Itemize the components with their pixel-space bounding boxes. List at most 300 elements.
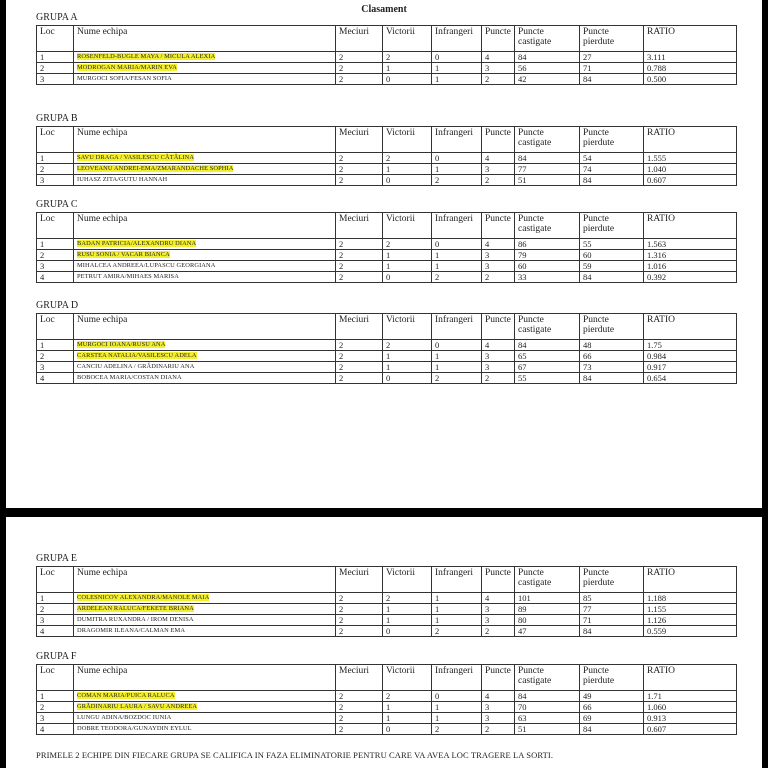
table-row bbox=[37, 272, 737, 283]
column-header-team: Nume echipa bbox=[74, 26, 336, 52]
column-header-victorii: Victorii bbox=[383, 567, 432, 593]
cell-ratio: 0.917 bbox=[644, 362, 737, 373]
cell-puncte: 3 bbox=[482, 164, 515, 175]
cell-loc: 1 bbox=[37, 340, 74, 351]
cell-victorii: 1 bbox=[383, 702, 432, 713]
cell-team bbox=[74, 250, 336, 261]
cell-ratio: 1.188 bbox=[644, 593, 737, 604]
cell-ratio: 1.563 bbox=[644, 239, 737, 250]
team-name: RUSU SONIA / VACAR BIANCA bbox=[77, 251, 170, 258]
column-header-pierdute: Puncte pierdute bbox=[580, 26, 644, 52]
column-header-meciuri: Meciuri bbox=[336, 26, 383, 52]
document-title: Clasament bbox=[361, 4, 407, 15]
cell-loc: 3 bbox=[37, 261, 74, 272]
cell-victorii: 1 bbox=[383, 250, 432, 261]
table-row bbox=[37, 373, 737, 384]
group-name: GRUPA D bbox=[36, 300, 79, 311]
cell-castigate: 84 bbox=[515, 52, 580, 63]
cell-loc: 1 bbox=[37, 593, 74, 604]
cell-castigate: 70 bbox=[515, 702, 580, 713]
cell-puncte: 2 bbox=[482, 272, 515, 283]
column-header-loc: Loc bbox=[37, 567, 74, 593]
cell-puncte: 3 bbox=[482, 261, 515, 272]
cell-meciuri: 2 bbox=[336, 626, 383, 637]
cell-pierdute: 66 bbox=[580, 351, 644, 362]
column-header-puncte: Puncte bbox=[482, 213, 515, 239]
table-row bbox=[37, 63, 737, 74]
cell-victorii: 1 bbox=[383, 615, 432, 626]
cell-ratio: 0.607 bbox=[644, 175, 737, 186]
cell-meciuri: 2 bbox=[336, 340, 383, 351]
cell-meciuri: 2 bbox=[336, 724, 383, 735]
cell-infrangeri: 1 bbox=[432, 261, 482, 272]
table-row bbox=[37, 261, 737, 272]
column-header-meciuri: Meciuri bbox=[336, 567, 383, 593]
column-header-victorii: Victorii bbox=[383, 26, 432, 52]
cell-victorii: 2 bbox=[383, 340, 432, 351]
cell-victorii: 2 bbox=[383, 593, 432, 604]
column-header-pierdute: Puncte pierdute bbox=[580, 314, 644, 340]
group-name: GRUPA C bbox=[36, 199, 78, 210]
cell-loc: 1 bbox=[37, 153, 74, 164]
cell-victorii: 2 bbox=[383, 691, 432, 702]
table-row bbox=[37, 713, 737, 724]
cell-victorii: 1 bbox=[383, 713, 432, 724]
team-name: DUMITRA RUXANDRA / IROM DENISA bbox=[77, 616, 194, 623]
cell-puncte: 4 bbox=[482, 153, 515, 164]
cell-loc: 2 bbox=[37, 164, 74, 175]
cell-infrangeri: 1 bbox=[432, 63, 482, 74]
cell-team bbox=[74, 713, 336, 724]
column-header-team: Nume echipa bbox=[74, 314, 336, 340]
table-row bbox=[37, 52, 737, 63]
column-header-victorii: Victorii bbox=[383, 127, 432, 153]
column-header-infrangeri: Infrangeri bbox=[432, 665, 482, 691]
column-header-puncte: Puncte bbox=[482, 314, 515, 340]
cell-team bbox=[74, 351, 336, 362]
column-header-loc: Loc bbox=[37, 26, 74, 52]
cell-puncte: 3 bbox=[482, 351, 515, 362]
cell-victorii: 2 bbox=[383, 239, 432, 250]
cell-pierdute: 84 bbox=[580, 626, 644, 637]
cell-pierdute: 27 bbox=[580, 52, 644, 63]
cell-puncte: 2 bbox=[482, 626, 515, 637]
cell-infrangeri: 1 bbox=[432, 713, 482, 724]
table-header-row bbox=[37, 213, 737, 239]
cell-meciuri: 2 bbox=[336, 250, 383, 261]
cell-pierdute: 84 bbox=[580, 175, 644, 186]
cell-team bbox=[74, 691, 336, 702]
cell-team bbox=[74, 593, 336, 604]
cell-castigate: 51 bbox=[515, 175, 580, 186]
cell-team bbox=[74, 604, 336, 615]
cell-meciuri: 2 bbox=[336, 362, 383, 373]
cell-team bbox=[74, 239, 336, 250]
cell-pierdute: 73 bbox=[580, 362, 644, 373]
table-header-row bbox=[37, 314, 737, 340]
cell-pierdute: 71 bbox=[580, 615, 644, 626]
team-name: SAVU DRAGA / VASILESCU CĂTĂLINA bbox=[77, 154, 195, 161]
cell-team bbox=[74, 164, 336, 175]
table-row bbox=[37, 593, 737, 604]
cell-ratio: 1.316 bbox=[644, 250, 737, 261]
column-header-loc: Loc bbox=[37, 665, 74, 691]
cell-pierdute: 49 bbox=[580, 691, 644, 702]
cell-meciuri: 2 bbox=[336, 175, 383, 186]
cell-loc: 1 bbox=[37, 691, 74, 702]
cell-loc: 2 bbox=[37, 604, 74, 615]
cell-puncte: 2 bbox=[482, 373, 515, 384]
cell-ratio: 1.71 bbox=[644, 691, 737, 702]
cell-infrangeri: 2 bbox=[432, 724, 482, 735]
column-header-victorii: Victorii bbox=[383, 665, 432, 691]
team-name: IUHASZ ZITA/GUTU HANNAH bbox=[77, 176, 168, 183]
cell-victorii: 1 bbox=[383, 604, 432, 615]
standings-table bbox=[36, 212, 737, 283]
cell-loc: 2 bbox=[37, 250, 74, 261]
column-header-ratio: RATIO bbox=[644, 26, 737, 52]
cell-meciuri: 2 bbox=[336, 239, 383, 250]
cell-ratio: 0.500 bbox=[644, 74, 737, 85]
table-row bbox=[37, 351, 737, 362]
team-name: COMAN MARIA/PUICA RALUCA bbox=[77, 692, 175, 699]
group-name: GRUPA F bbox=[36, 651, 77, 662]
cell-puncte: 2 bbox=[482, 74, 515, 85]
cell-pierdute: 71 bbox=[580, 63, 644, 74]
cell-loc: 1 bbox=[37, 52, 74, 63]
cell-ratio: 1.126 bbox=[644, 615, 737, 626]
cell-castigate: 56 bbox=[515, 63, 580, 74]
cell-pierdute: 84 bbox=[580, 272, 644, 283]
cell-team bbox=[74, 724, 336, 735]
cell-puncte: 3 bbox=[482, 250, 515, 261]
cell-victorii: 1 bbox=[383, 351, 432, 362]
table-row bbox=[37, 626, 737, 637]
table-row bbox=[37, 615, 737, 626]
cell-castigate: 86 bbox=[515, 239, 580, 250]
column-header-ratio: RATIO bbox=[644, 314, 737, 340]
cell-meciuri: 2 bbox=[336, 713, 383, 724]
column-header-puncte: Puncte bbox=[482, 127, 515, 153]
cell-castigate: 67 bbox=[515, 362, 580, 373]
column-header-victorii: Victorii bbox=[383, 314, 432, 340]
cell-team bbox=[74, 272, 336, 283]
table-row bbox=[37, 691, 737, 702]
cell-castigate: 60 bbox=[515, 261, 580, 272]
cell-ratio: 3.111 bbox=[644, 52, 737, 63]
cell-castigate: 33 bbox=[515, 272, 580, 283]
column-header-team: Nume echipa bbox=[74, 567, 336, 593]
column-header-victorii: Victorii bbox=[383, 213, 432, 239]
cell-team bbox=[74, 261, 336, 272]
cell-puncte: 4 bbox=[482, 52, 515, 63]
cell-ratio: 0.913 bbox=[644, 713, 737, 724]
column-header-ratio: RATIO bbox=[644, 567, 737, 593]
column-header-meciuri: Meciuri bbox=[336, 314, 383, 340]
column-header-infrangeri: Infrangeri bbox=[432, 314, 482, 340]
table-row bbox=[37, 702, 737, 713]
cell-loc: 2 bbox=[37, 702, 74, 713]
team-name: CANCIU ADELINA / GRĂDINARIU ANA bbox=[77, 363, 195, 370]
cell-castigate: 89 bbox=[515, 604, 580, 615]
table-row bbox=[37, 604, 737, 615]
team-name: GRĂDINARIU LAURA / SAVU ANDREEA bbox=[77, 703, 198, 710]
group-block bbox=[36, 12, 736, 85]
cell-castigate: 42 bbox=[515, 74, 580, 85]
cell-loc: 1 bbox=[37, 239, 74, 250]
cell-castigate: 77 bbox=[515, 164, 580, 175]
table-header-row bbox=[37, 567, 737, 593]
column-header-meciuri: Meciuri bbox=[336, 127, 383, 153]
column-header-pierdute: Puncte pierdute bbox=[580, 213, 644, 239]
cell-puncte: 3 bbox=[482, 615, 515, 626]
cell-meciuri: 2 bbox=[336, 164, 383, 175]
cell-meciuri: 2 bbox=[336, 153, 383, 164]
cell-ratio: 0.392 bbox=[644, 272, 737, 283]
cell-castigate: 101 bbox=[515, 593, 580, 604]
table-row bbox=[37, 340, 737, 351]
column-header-team: Nume echipa bbox=[74, 127, 336, 153]
cell-pierdute: 77 bbox=[580, 604, 644, 615]
table-header-row bbox=[37, 26, 737, 52]
group-name: GRUPA B bbox=[36, 113, 78, 124]
column-header-castigate: Puncte castigate bbox=[515, 665, 580, 691]
cell-meciuri: 2 bbox=[336, 593, 383, 604]
cell-victorii: 1 bbox=[383, 164, 432, 175]
cell-loc: 3 bbox=[37, 713, 74, 724]
column-header-loc: Loc bbox=[37, 127, 74, 153]
cell-puncte: 3 bbox=[482, 604, 515, 615]
cell-castigate: 65 bbox=[515, 351, 580, 362]
cell-pierdute: 85 bbox=[580, 593, 644, 604]
cell-ratio: 1.555 bbox=[644, 153, 737, 164]
cell-puncte: 4 bbox=[482, 593, 515, 604]
cell-infrangeri: 1 bbox=[432, 250, 482, 261]
cell-pierdute: 60 bbox=[580, 250, 644, 261]
cell-loc: 2 bbox=[37, 63, 74, 74]
cell-castigate: 55 bbox=[515, 373, 580, 384]
cell-victorii: 0 bbox=[383, 175, 432, 186]
cell-loc: 3 bbox=[37, 175, 74, 186]
group-block bbox=[36, 199, 736, 283]
team-name: DRAGOMIR ILEANA/CALMAN EMA bbox=[77, 627, 186, 634]
cell-puncte: 3 bbox=[482, 713, 515, 724]
table-row bbox=[37, 153, 737, 164]
cell-meciuri: 2 bbox=[336, 272, 383, 283]
cell-puncte: 4 bbox=[482, 340, 515, 351]
cell-castigate: 80 bbox=[515, 615, 580, 626]
group-name: GRUPA E bbox=[36, 553, 78, 564]
cell-loc: 3 bbox=[37, 362, 74, 373]
column-header-meciuri: Meciuri bbox=[336, 665, 383, 691]
cell-pierdute: 66 bbox=[580, 702, 644, 713]
cell-pierdute: 69 bbox=[580, 713, 644, 724]
column-header-puncte: Puncte bbox=[482, 567, 515, 593]
column-header-team: Nume echipa bbox=[74, 665, 336, 691]
cell-infrangeri: 0 bbox=[432, 153, 482, 164]
cell-castigate: 63 bbox=[515, 713, 580, 724]
column-header-ratio: RATIO bbox=[644, 127, 737, 153]
column-header-castigate: Puncte castigate bbox=[515, 127, 580, 153]
cell-meciuri: 2 bbox=[336, 615, 383, 626]
team-name: PETRUT AMIRA/MIHAES MARISA bbox=[77, 273, 179, 280]
column-header-pierdute: Puncte pierdute bbox=[580, 567, 644, 593]
cell-infrangeri: 1 bbox=[432, 74, 482, 85]
column-header-meciuri: Meciuri bbox=[336, 213, 383, 239]
cell-castigate: 84 bbox=[515, 340, 580, 351]
standings-table bbox=[36, 664, 737, 735]
cell-pierdute: 59 bbox=[580, 261, 644, 272]
group-block bbox=[36, 553, 736, 637]
cell-infrangeri: 2 bbox=[432, 175, 482, 186]
team-name: BOBOCEA MARIA/COSTAN DIANA bbox=[77, 374, 182, 381]
cell-infrangeri: 1 bbox=[432, 702, 482, 713]
standings-table bbox=[36, 126, 737, 186]
cell-team bbox=[74, 626, 336, 637]
column-header-castigate: Puncte castigate bbox=[515, 26, 580, 52]
cell-meciuri: 2 bbox=[336, 702, 383, 713]
team-name: ROSENFELD-BUGLE MAYA / MICULA ALEXIA bbox=[77, 53, 216, 60]
cell-infrangeri: 0 bbox=[432, 691, 482, 702]
cell-ratio: 0.559 bbox=[644, 626, 737, 637]
cell-team bbox=[74, 340, 336, 351]
cell-ratio: 1.040 bbox=[644, 164, 737, 175]
cell-loc: 4 bbox=[37, 724, 74, 735]
column-header-loc: Loc bbox=[37, 314, 74, 340]
standings-table bbox=[36, 25, 737, 85]
cell-ratio: 1.016 bbox=[644, 261, 737, 272]
cell-meciuri: 2 bbox=[336, 604, 383, 615]
team-name: LEOVEANU ANDREI-EMA/ZMARANDACHE SOPHIA bbox=[77, 165, 234, 172]
cell-meciuri: 2 bbox=[336, 63, 383, 74]
cell-ratio: 1.75 bbox=[644, 340, 737, 351]
cell-team bbox=[74, 153, 336, 164]
qualification-note: PRIMELE 2 ECHIPE DIN FIECARE GRUPA SE CALIFICA IN FAZA ELIMINATORIE PENTRU CARE VA AVEA LOC TRAGERE LA SORTI. bbox=[36, 750, 554, 760]
cell-victorii: 0 bbox=[383, 373, 432, 384]
team-name: LUNGU ADINA/BOZDOC IUNIA bbox=[77, 714, 172, 721]
table-row bbox=[37, 164, 737, 175]
cell-ratio: 0.607 bbox=[644, 724, 737, 735]
column-header-infrangeri: Infrangeri bbox=[432, 26, 482, 52]
cell-castigate: 84 bbox=[515, 153, 580, 164]
cell-victorii: 0 bbox=[383, 724, 432, 735]
table-header-row bbox=[37, 665, 737, 691]
team-name: MIHALCEA ANDREEA/LUPASCU GEORGIANA bbox=[77, 262, 216, 269]
cell-infrangeri: 0 bbox=[432, 239, 482, 250]
group-block bbox=[36, 651, 736, 735]
cell-puncte: 3 bbox=[482, 362, 515, 373]
standings-table bbox=[36, 313, 737, 384]
cell-infrangeri: 1 bbox=[432, 615, 482, 626]
cell-pierdute: 84 bbox=[580, 74, 644, 85]
team-name: BADAN PATRICIA/ALEXANDRU DIANA bbox=[77, 240, 197, 247]
column-header-castigate: Puncte castigate bbox=[515, 567, 580, 593]
group-block bbox=[36, 300, 736, 384]
cell-loc: 4 bbox=[37, 626, 74, 637]
cell-castigate: 79 bbox=[515, 250, 580, 261]
standings-page-2 bbox=[6, 517, 762, 768]
cell-meciuri: 2 bbox=[336, 373, 383, 384]
cell-victorii: 1 bbox=[383, 261, 432, 272]
cell-castigate: 84 bbox=[515, 691, 580, 702]
cell-ratio: 0.984 bbox=[644, 351, 737, 362]
cell-meciuri: 2 bbox=[336, 261, 383, 272]
cell-infrangeri: 0 bbox=[432, 52, 482, 63]
cell-puncte: 3 bbox=[482, 63, 515, 74]
cell-team bbox=[74, 362, 336, 373]
cell-loc: 2 bbox=[37, 351, 74, 362]
column-header-ratio: RATIO bbox=[644, 213, 737, 239]
cell-castigate: 47 bbox=[515, 626, 580, 637]
cell-meciuri: 2 bbox=[336, 351, 383, 362]
group-name: GRUPA A bbox=[36, 12, 78, 23]
column-header-puncte: Puncte bbox=[482, 665, 515, 691]
table-row bbox=[37, 724, 737, 735]
cell-infrangeri: 1 bbox=[432, 604, 482, 615]
group-block bbox=[36, 113, 736, 186]
cell-meciuri: 2 bbox=[336, 52, 383, 63]
cell-meciuri: 2 bbox=[336, 691, 383, 702]
cell-victorii: 0 bbox=[383, 74, 432, 85]
cell-infrangeri: 1 bbox=[432, 164, 482, 175]
cell-puncte: 4 bbox=[482, 691, 515, 702]
column-header-infrangeri: Infrangeri bbox=[432, 127, 482, 153]
cell-victorii: 1 bbox=[383, 362, 432, 373]
cell-pierdute: 48 bbox=[580, 340, 644, 351]
cell-team bbox=[74, 52, 336, 63]
cell-puncte: 4 bbox=[482, 239, 515, 250]
column-header-pierdute: Puncte pierdute bbox=[580, 665, 644, 691]
cell-infrangeri: 0 bbox=[432, 340, 482, 351]
cell-loc: 4 bbox=[37, 373, 74, 384]
column-header-team: Nume echipa bbox=[74, 213, 336, 239]
cell-puncte: 3 bbox=[482, 702, 515, 713]
cell-infrangeri: 1 bbox=[432, 351, 482, 362]
table-row bbox=[37, 74, 737, 85]
cell-ratio: 0.788 bbox=[644, 63, 737, 74]
team-name: CARSTEA NATALIA/VASILESCU ADELA bbox=[77, 352, 197, 359]
column-header-pierdute: Puncte pierdute bbox=[580, 127, 644, 153]
cell-meciuri: 2 bbox=[336, 74, 383, 85]
cell-ratio: 1.060 bbox=[644, 702, 737, 713]
table-row bbox=[37, 250, 737, 261]
cell-victorii: 0 bbox=[383, 626, 432, 637]
column-header-puncte: Puncte bbox=[482, 26, 515, 52]
column-header-castigate: Puncte castigate bbox=[515, 314, 580, 340]
cell-pierdute: 55 bbox=[580, 239, 644, 250]
team-name: MURGOCI IOANA/RUSU ANA bbox=[77, 341, 166, 348]
cell-team bbox=[74, 615, 336, 626]
cell-loc: 4 bbox=[37, 272, 74, 283]
cell-infrangeri: 2 bbox=[432, 373, 482, 384]
team-name: ARDELEAN RALUCA/FEKETE BRIANA bbox=[77, 605, 194, 612]
cell-ratio: 1.155 bbox=[644, 604, 737, 615]
team-name: MURGOCI SOFIA/FESAN SOFIA bbox=[77, 75, 172, 82]
cell-loc: 3 bbox=[37, 615, 74, 626]
table-row bbox=[37, 362, 737, 373]
cell-castigate: 51 bbox=[515, 724, 580, 735]
cell-ratio: 0.654 bbox=[644, 373, 737, 384]
cell-victorii: 0 bbox=[383, 272, 432, 283]
cell-loc: 3 bbox=[37, 74, 74, 85]
cell-team bbox=[74, 63, 336, 74]
standings-table bbox=[36, 566, 737, 637]
cell-infrangeri: 2 bbox=[432, 272, 482, 283]
team-name: DOBRE TEODORA/GUNAYDIN EYLUL bbox=[77, 725, 192, 732]
table-row bbox=[37, 175, 737, 186]
cell-victorii: 1 bbox=[383, 63, 432, 74]
cell-victorii: 2 bbox=[383, 52, 432, 63]
